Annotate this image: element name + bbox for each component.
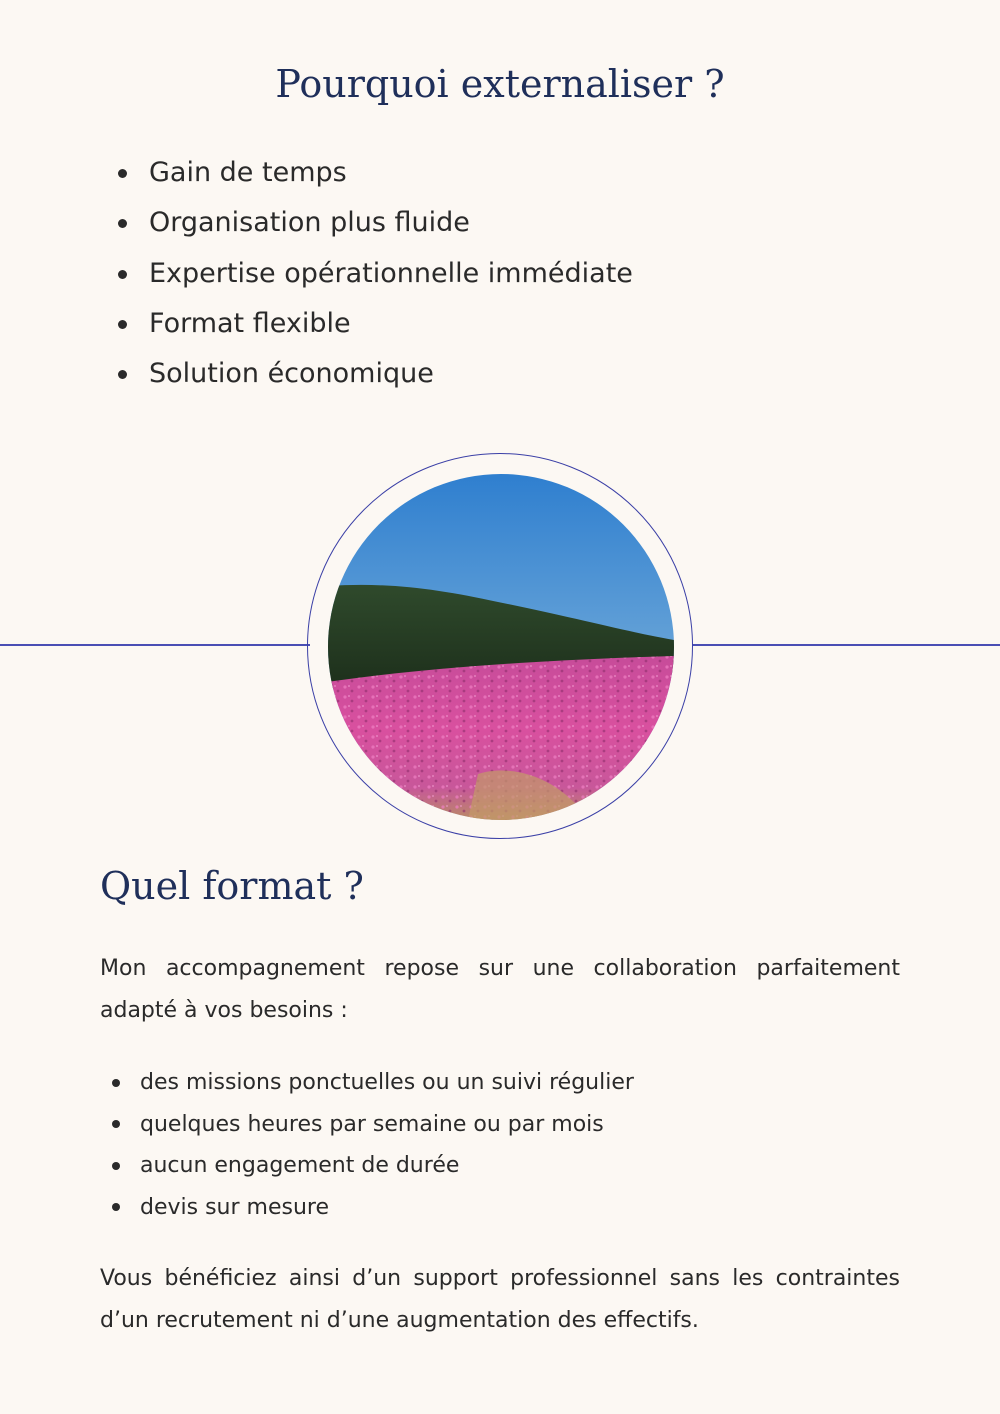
list-item: [112, 1062, 634, 1104]
intro-paragraph: Mon accompagnement repose sur une collaboration parfaitement adapté à vos besoins :: [100, 956, 900, 1023]
landscape-photo: [328, 474, 674, 820]
benefits-list: [118, 148, 633, 399]
divider-right: [692, 644, 1000, 646]
list-item-label: Expertise opérationnelle immédiate: [149, 257, 633, 289]
list-item-label: devis sur mesure: [140, 1194, 329, 1220]
list-item-label: Solution économique: [149, 358, 434, 390]
outro-paragraph: Vous bénéficiez ainsi d’un support professionnel sans les contraintes d’un recrutement ni d’une augmentation des effectifs.: [100, 1266, 900, 1333]
list-item: [118, 148, 633, 198]
bullet-icon: [118, 320, 127, 329]
list-item-label: aucun engagement de durée: [140, 1153, 460, 1178]
page-title: Pourquoi externaliser ?: [275, 62, 725, 106]
divider-left: [0, 644, 310, 646]
bullet-icon: [112, 1120, 120, 1128]
list-item: [112, 1104, 634, 1146]
list-item-label: Organisation plus fluide: [149, 207, 470, 239]
list-item-label: des missions ponctuelles ou un suivi régulier: [140, 1070, 634, 1095]
list-item-label: Format flexible: [149, 307, 351, 339]
list-item-label: Gain de temps: [149, 157, 347, 188]
format-list: [112, 1062, 634, 1228]
section-title: Quel format ?: [100, 864, 364, 908]
bullet-icon: [112, 1203, 120, 1211]
list-item: [118, 249, 633, 299]
list-item: [112, 1145, 634, 1187]
list-item: [118, 349, 633, 399]
bullet-icon: [118, 270, 127, 279]
bullet-icon: [118, 219, 127, 228]
list-item: [112, 1187, 634, 1229]
list-item-label: quelques heures par semaine ou par mois: [140, 1111, 604, 1137]
bullet-icon: [118, 169, 127, 178]
bullet-icon: [118, 370, 127, 379]
bullet-icon: [112, 1162, 120, 1170]
bullet-icon: [112, 1079, 120, 1087]
list-item: [118, 299, 633, 349]
list-item: [118, 198, 633, 248]
